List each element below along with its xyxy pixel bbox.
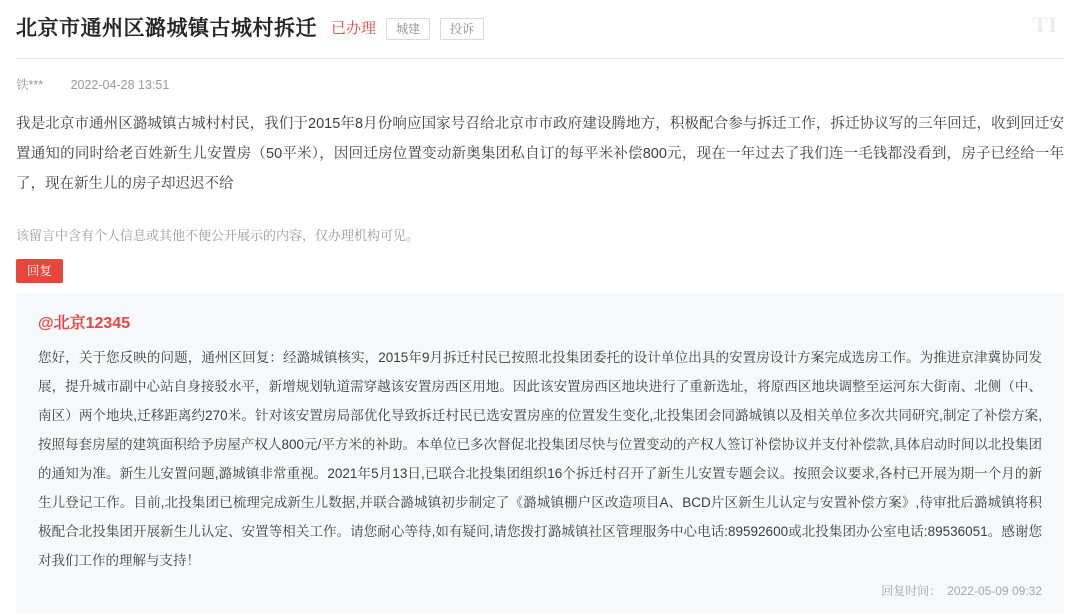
reply-button[interactable]: 回复 (16, 259, 63, 283)
reply-time-label: 回复时间： (881, 584, 942, 598)
privacy-notice: 该留言中含有个人信息或其他不便公开展示的内容，仅办理机构可见。 (16, 228, 420, 243)
reply-content: 您好，关于您反映的问题，通州区回复：经潞城镇核实，2015年9月拆迁村民已按照北投集团委托的设计单位出具的安置房设计方案完成选房工作。为推进京津冀协同发展，提升城市副中心站自身接驳水平，新增规划轨道需穿越该安置房西区用地。因此该安置房西区地块进行了重新选址，将原西区地块调整至运河东大街南、北侧（中、南区）两个地块,迁移距离约270米。针对该安置房局部优化导致拆迁村民已选安置房座的位置发生变化,北投集团会同潞城镇以及相关单位多次共同研究,制定了补偿方案,按照每套房屋的建筑面积给予房屋产权人800元/平方米的补助。本单位已多次督促北投集团尽快与位置变动的产权人签订补偿协议并支付补偿款,具体启动时间以北投集团的通知为准。新生儿安置问题,潞城镇非常重视。2021年5月13日,已联合北投集团组织16个拆迁村召开了新生儿安置专题会议。按照会议要求,各村已开展为期一个月的新生儿登记工作。目前,北投集团已梳理完成新生儿数据,并联合潞城镇初步制定了《潞城镇棚户区改造项目A、BCD片区新生儿认定与安置补偿方案》,待审批后潞城镇将积极配合北投集团开展新生儿认定、安置等相关工作。请您耐心等待,如有疑问,请您拨打潞城镇社区管理服务中心电话:89592600或北投集团办公室电话:89536051。感谢您对我们工作的理解与支持！ (38, 350, 1042, 568)
post-content: 我是北京市通州区潞城镇古城村村民，我们于2015年8月份响应国家号召给北京市市政府建设腾地方，积极配合参与拆迁工作，拆迁协议写的三年回迁，收到回迁安置通知的同时给老百姓新生儿安置房（50平米），因回迁房位置变动新奥集团私自订的每平米补偿800元，现在一年过去了我们连一毛钱都没看到，房子已经给一年了，现在新生儿的房子却迟迟不给 (16, 116, 1064, 192)
watermark-logo: TI (1032, 12, 1058, 37)
page-header (16, 0, 1064, 59)
status-badge: 已办理 (331, 20, 377, 37)
reply-time-value: 2022-05-09 09:32 (947, 584, 1042, 598)
reply-time (38, 581, 1042, 601)
category-tag-2[interactable]: 投诉 (440, 18, 484, 40)
post-datetime: 2022-04-28 13:51 (70, 78, 170, 92)
page-title: 北京市通州区潞城镇古城村拆迁 (16, 17, 317, 40)
reply-panel (16, 293, 1064, 613)
category-tag-1[interactable]: 城建 (386, 18, 430, 40)
author-name: 铁*** (16, 78, 44, 92)
post-meta (16, 59, 1064, 93)
reply-author: @北京12345 (38, 315, 131, 332)
